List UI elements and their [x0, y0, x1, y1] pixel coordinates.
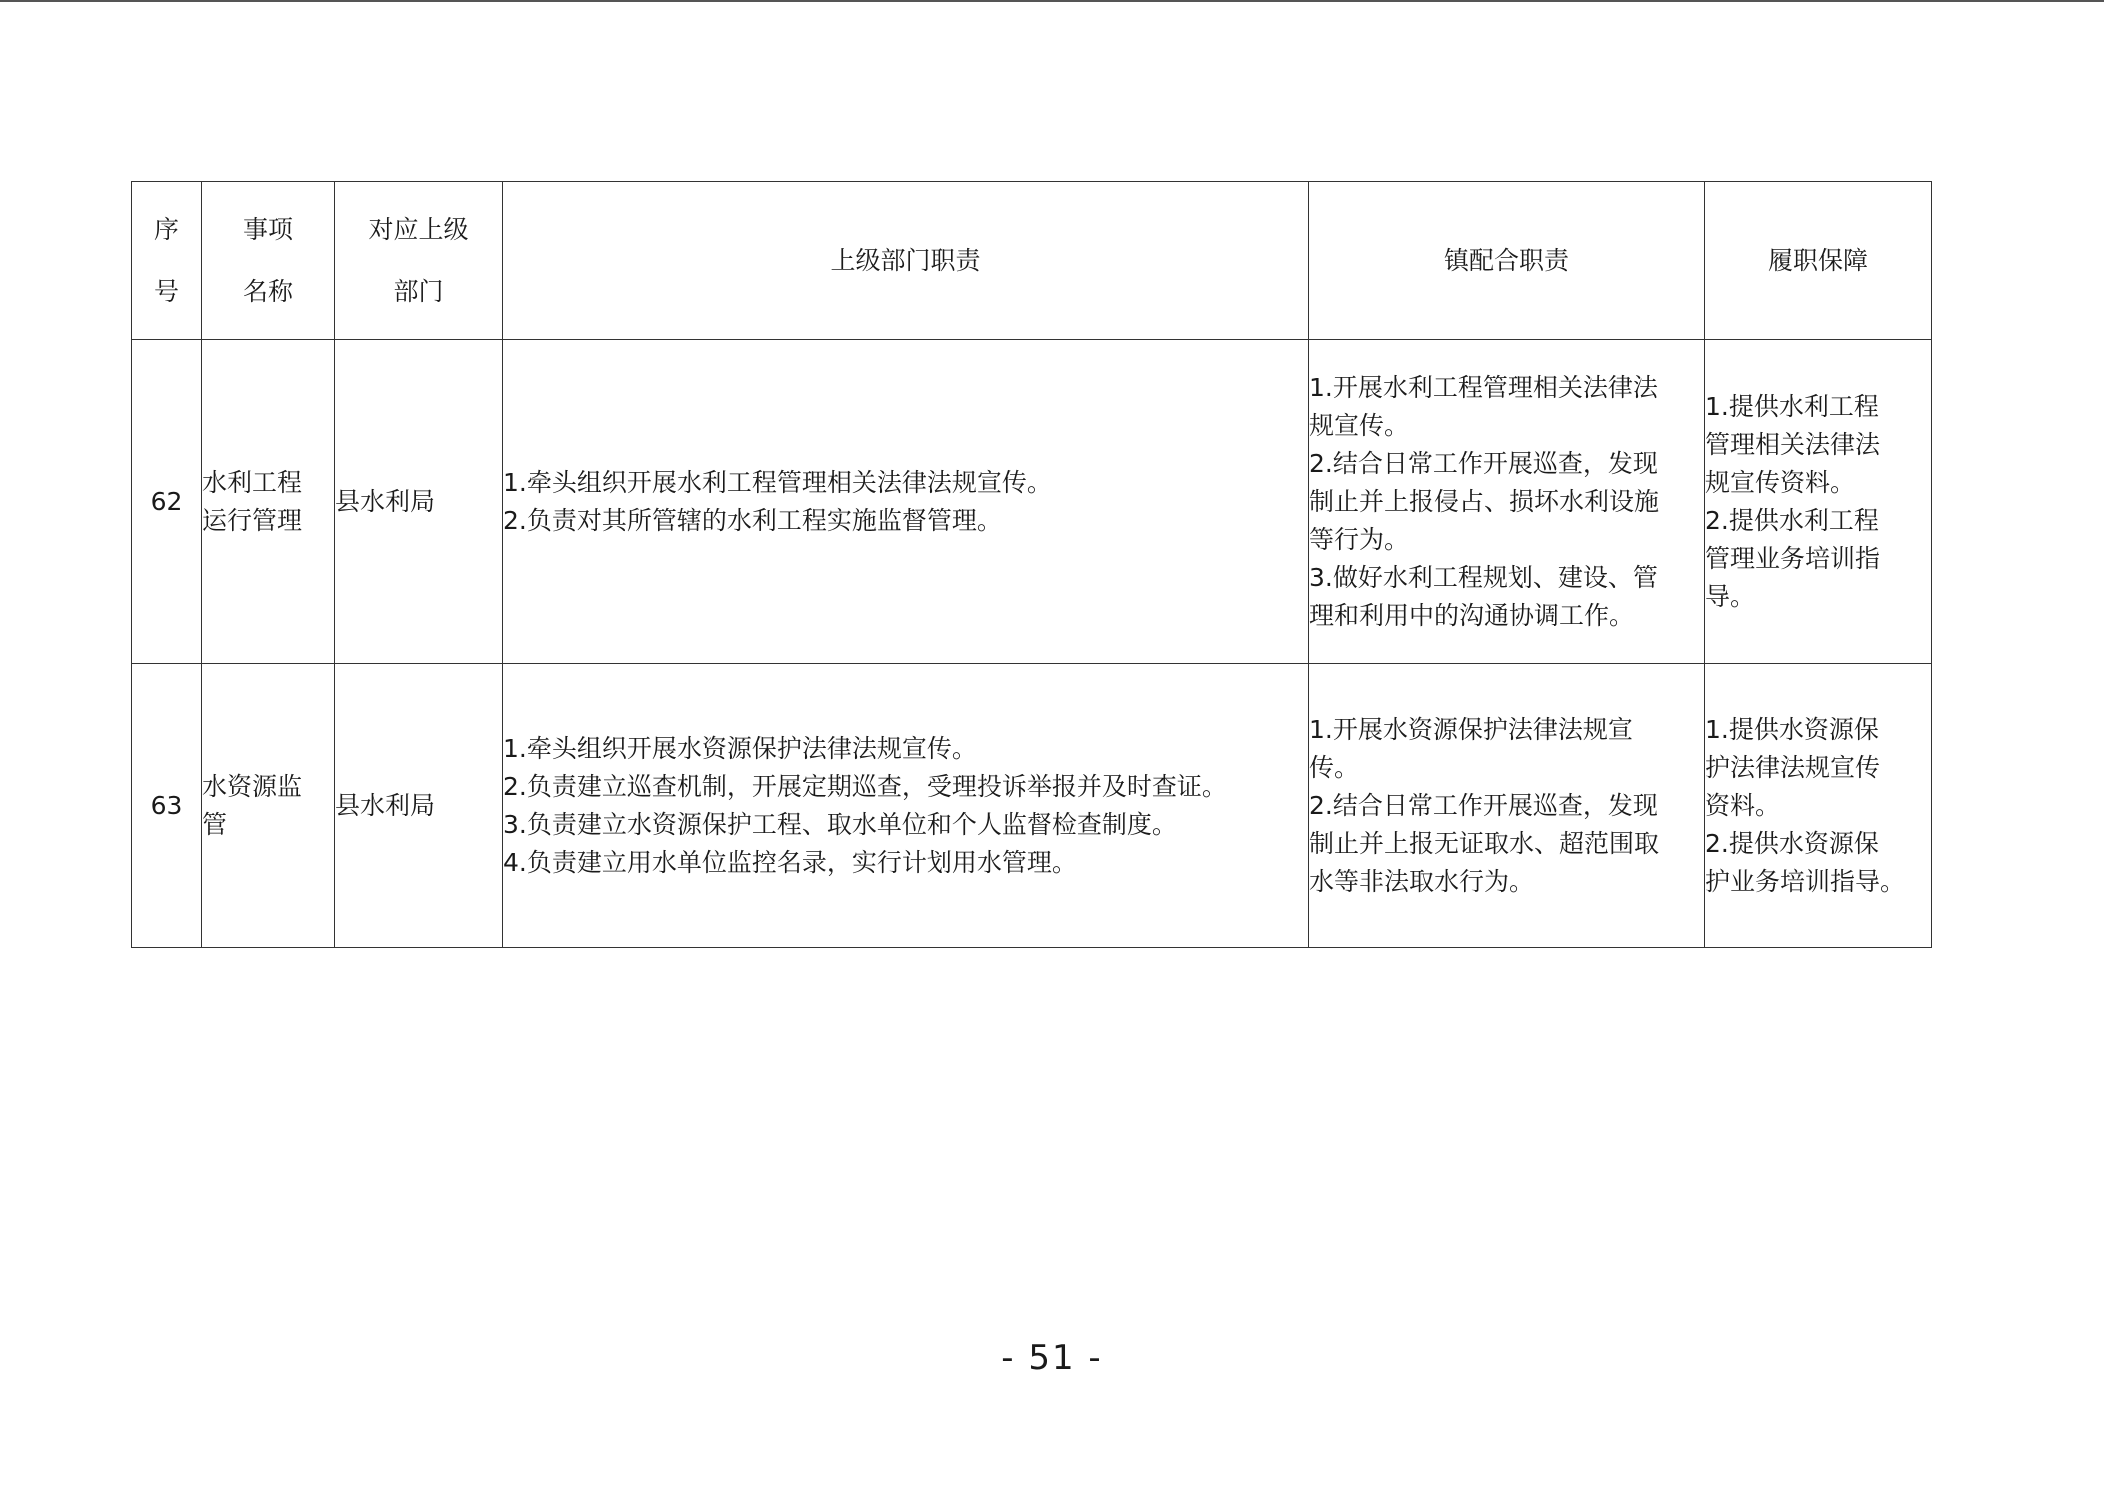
- table-header-row: [132, 182, 1932, 340]
- table-row: [132, 340, 1932, 664]
- town-duty-line: 2.结合日常工作开展巡查，发现: [1309, 790, 1658, 820]
- upper-duty-line: 1.牵头组织开展水利工程管理相关法律法规宣传。: [503, 467, 1052, 497]
- header-seq-line-1: 序: [153, 214, 179, 244]
- item-name-line: 水资源监: [202, 771, 303, 801]
- town-duty-line: 规宣传。: [1309, 410, 1410, 440]
- header-guarantee: 履职保障: [1705, 182, 1932, 340]
- guarantee-line: 资料。: [1705, 790, 1781, 820]
- guarantee-line: 管理相关法律法: [1705, 429, 1881, 459]
- town-duty-cell: [1309, 340, 1705, 664]
- guarantee-cell: [1705, 664, 1932, 948]
- guarantee-cell: [1705, 340, 1932, 664]
- guarantee-line: 导。: [1705, 581, 1756, 611]
- header-seq-line-2: 号: [153, 276, 179, 306]
- header-dept-line-2: 部门: [393, 276, 444, 306]
- upper-duty-line: 1.牵头组织开展水资源保护法律法规宣传。: [503, 733, 977, 763]
- header-item-name: [202, 182, 335, 340]
- guarantee-line: 1.提供水资源保: [1705, 714, 1879, 744]
- town-duty-line: 等行为。: [1309, 524, 1410, 554]
- item-name: [202, 664, 335, 948]
- header-item-line-2: 名称: [242, 276, 293, 306]
- row-number: 62: [132, 340, 202, 664]
- row-number: 63: [132, 664, 202, 948]
- guarantee-line: 管理业务培训指: [1705, 543, 1881, 573]
- dept-name: 县水利局: [335, 340, 503, 664]
- town-duty-line: 制止并上报侵占、损坏水利设施: [1309, 486, 1660, 516]
- town-duty-line: 1.开展水利工程管理相关法律法: [1309, 372, 1658, 402]
- header-dept: [335, 182, 503, 340]
- duty-table: [131, 181, 1932, 948]
- upper-duty-cell: [503, 340, 1309, 664]
- guarantee-line: 护法律法规宣传: [1705, 752, 1881, 782]
- header-upper-duty: 上级部门职责: [503, 182, 1309, 340]
- guarantee-line: 2.提供水利工程: [1705, 505, 1879, 535]
- header-dept-line-1: 对应上级: [368, 214, 469, 244]
- upper-duty-line: 2.负责对其所管辖的水利工程实施监督管理。: [503, 505, 1002, 535]
- upper-duty-line: 2.负责建立巡查机制，开展定期巡查，受理投诉举报并及时查证。: [503, 771, 1227, 801]
- top-border-rule: [0, 0, 2104, 2]
- item-name-line: 管: [202, 809, 228, 839]
- guarantee-line: 1.提供水利工程: [1705, 391, 1879, 421]
- town-duty-line: 2.结合日常工作开展巡查，发现: [1309, 448, 1658, 478]
- upper-duty-line: 4.负责建立用水单位监控名录，实行计划用水管理。: [503, 847, 1077, 877]
- town-duty-line: 3.做好水利工程规划、建设、管: [1309, 562, 1658, 592]
- guarantee-line: 规宣传资料。: [1705, 467, 1856, 497]
- table-row: [132, 664, 1932, 948]
- header-seq: [132, 182, 202, 340]
- upper-duty-line: 3.负责建立水资源保护工程、取水单位和个人监督检查制度。: [503, 809, 1177, 839]
- town-duty-line: 制止并上报无证取水、超范围取: [1309, 828, 1660, 858]
- header-town-duty: 镇配合职责: [1309, 182, 1705, 340]
- item-name-line: 水利工程: [202, 467, 303, 497]
- dept-name: 县水利局: [335, 664, 503, 948]
- upper-duty-cell: [503, 664, 1309, 948]
- guarantee-line: 2.提供水资源保: [1705, 828, 1879, 858]
- page-number: - 51 -: [1001, 1338, 1103, 1378]
- guarantee-line: 护业务培训指导。: [1705, 866, 1906, 896]
- header-item-line-1: 事项: [242, 214, 293, 244]
- town-duty-line: 水等非法取水行为。: [1309, 866, 1535, 896]
- town-duty-line: 1.开展水资源保护法律法规宣: [1309, 714, 1633, 744]
- item-name: [202, 340, 335, 664]
- item-name-line: 运行管理: [202, 505, 303, 535]
- town-duty-cell: [1309, 664, 1705, 948]
- town-duty-line: 传。: [1309, 752, 1360, 782]
- town-duty-line: 理和利用中的沟通协调工作。: [1309, 600, 1635, 630]
